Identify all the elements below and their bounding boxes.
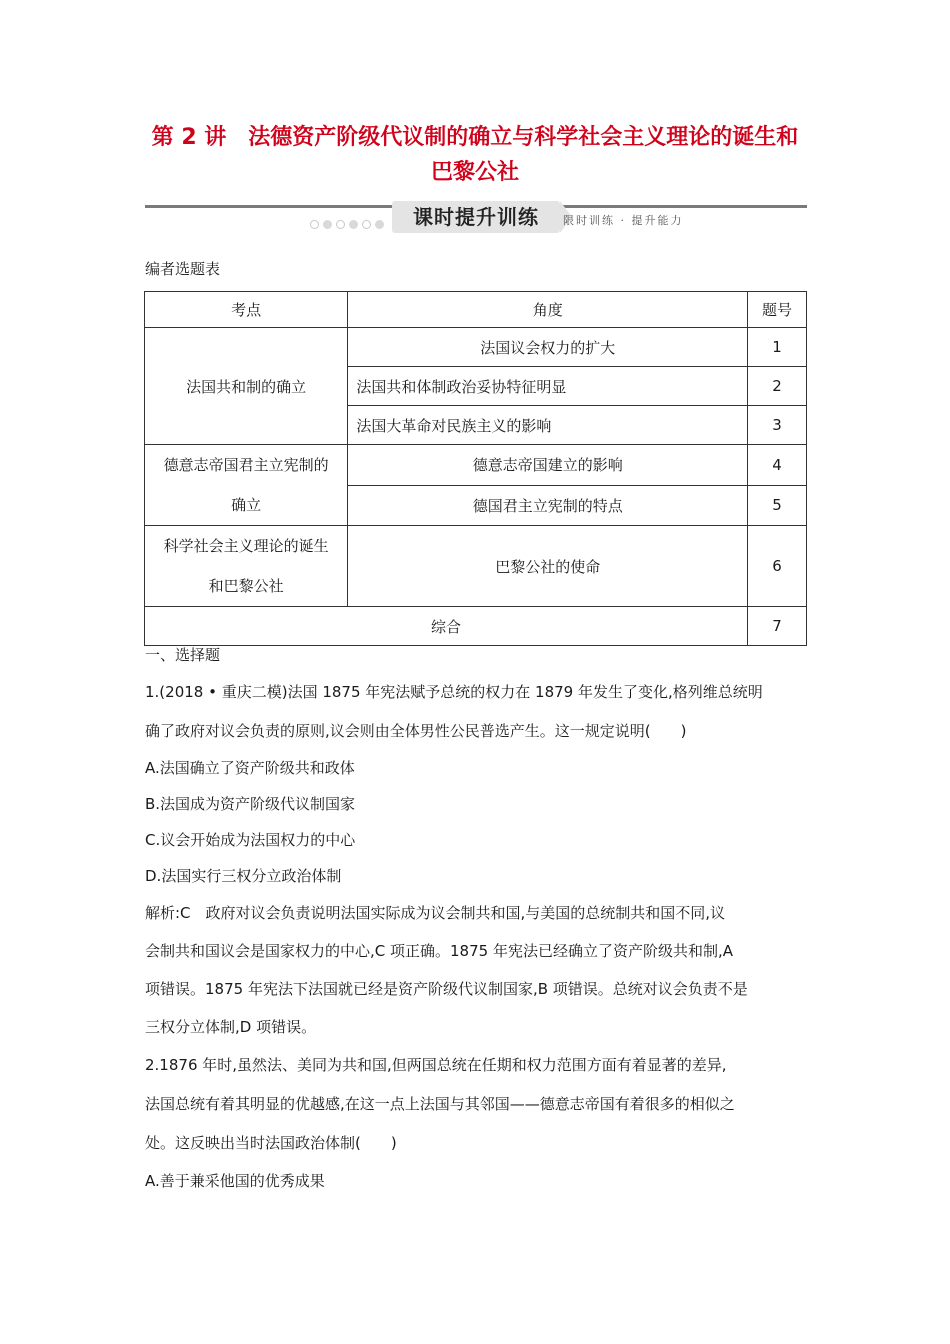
number-cell: 6 [748, 526, 807, 607]
angle-cell: 法国大革命对民族主义的影响 [348, 406, 748, 445]
q2-stem-line1: 2.1876 年时,虽然法、美同为共和国,但两国总统在任期和权力范围方面有着显著的差异, [145, 1056, 727, 1074]
q1-option-c: C.议会开始成为法国权力的中心 [145, 831, 356, 849]
banner-label: 课时提升训练 [392, 201, 560, 233]
lesson-title-line2: 巴黎公社 [430, 160, 519, 185]
q2-option-a: A.善于兼采他国的优秀成果 [145, 1172, 325, 1190]
angle-cell: 巴黎公社的使命 [348, 526, 748, 607]
number-cell: 3 [748, 406, 807, 445]
topic-line: 德意志帝国君主立宪制的 [163, 456, 329, 474]
angle-cell: 德国君主立宪制的特点 [348, 485, 748, 526]
lesson-title-line1: 第 2 讲 法德资产阶级代议制的确立与科学社会主义理论的诞生和 [151, 125, 799, 150]
angle-cell: 法国议会权力的扩大 [348, 328, 748, 367]
q1-option-d: D.法国实行三权分立政治体制 [145, 867, 342, 885]
topic-cell: 法国共和制的确立 [145, 328, 348, 445]
q1-stem-line1: 1.(2018 • 重庆二模)法国 1875 年宪法赋予总统的权力在 1879 年发生了变化,格列维总统明 [145, 683, 763, 701]
q1-analysis-line1: 解析:C 政府对议会负责说明法国实际成为议会制共和国,与美国的总统制共和国不同,议 [145, 904, 726, 922]
q1-stem-line2: 确了政府对议会负责的原则,议会则由全体男性公民普选产生。这一规定说明( ) [145, 722, 687, 740]
q2-stem-line2: 法国总统有着其明显的优越感,在这一点上法国与其邻国——德意志帝国有着很多的相似之 [145, 1095, 735, 1113]
number-cell: 7 [748, 607, 807, 646]
topic-line: 确立 [231, 496, 262, 514]
number-cell: 2 [748, 367, 807, 406]
summary-cell: 综合 [145, 607, 748, 646]
q1-option-a: A.法国确立了资产阶级共和政体 [145, 759, 355, 777]
number-cell: 1 [748, 328, 807, 367]
topic-line: 科学社会主义理论的诞生 [163, 537, 329, 555]
banner-subtitle: 限时训练 · 提升能力 [563, 214, 684, 227]
number-cell: 4 [748, 445, 807, 486]
q1-analysis-line3: 项错误。1875 年宪法下法国就已经是资产阶级代议制国家,B 项错误。总统对议会负责不是 [145, 980, 748, 998]
section-heading: 一、选择题 [145, 646, 221, 664]
angle-cell: 德意志帝国建立的影响 [348, 445, 748, 486]
table-label: 编者选题表 [145, 260, 221, 278]
angle-cell: 法国共和体制政治妥协特征明显 [348, 367, 748, 406]
topic-cell [145, 526, 348, 607]
topic-line: 和巴黎公社 [208, 577, 284, 595]
q1-option-b: B.法国成为资产阶级代议制国家 [145, 795, 356, 813]
q2-stem-line3: 处。这反映出当时法国政治体制( ) [145, 1134, 397, 1152]
number-cell: 5 [748, 485, 807, 526]
q1-analysis-line2: 会制共和国议会是国家权力的中心,C 项正确。1875 年宪法已经确立了资产阶级共和制,A [145, 942, 733, 960]
header-angle: 角度 [348, 292, 748, 328]
topic-cell [145, 445, 348, 526]
banner-dots [310, 214, 388, 233]
header-topic: 考点 [145, 292, 348, 328]
header-number: 题号 [748, 292, 807, 328]
q1-analysis-line4: 三权分立体制,D 项错误。 [145, 1018, 317, 1036]
topic-table [144, 291, 807, 646]
